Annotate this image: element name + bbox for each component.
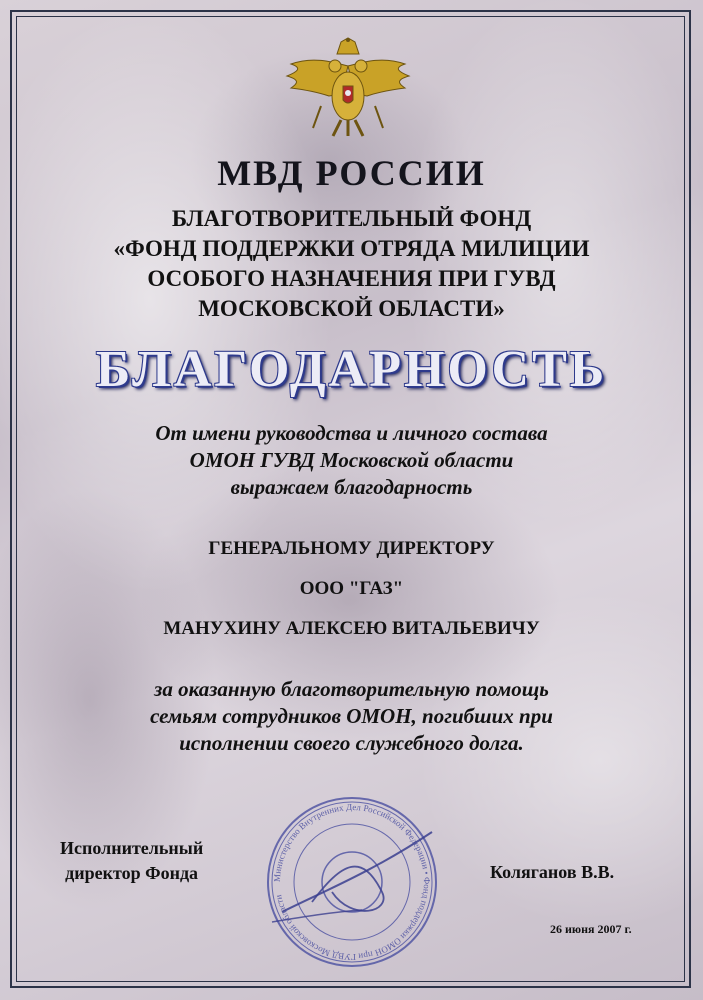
fund-name-block — [0, 204, 703, 324]
reason-line: семьям сотрудников ОМОН, погибших при — [150, 704, 553, 728]
recipient-company: ООО "ГАЗ" — [299, 578, 404, 599]
signatory-title-line: Исполнительный — [60, 838, 204, 858]
signatory-name: Коляганов В.В. — [490, 862, 615, 882]
intro-text — [0, 420, 703, 501]
stamp-text: Министерство Внутренних Дел Российской Федерации • Фонд поддержки ОМОН при ГУВД Московской области — [271, 801, 433, 963]
signatory-title — [60, 836, 203, 886]
intro-line: выражаем благодарность — [230, 475, 473, 499]
reason-line: за оказанную благотворительную помощь — [154, 677, 549, 701]
signatory-title-line: директор Фонда — [65, 863, 199, 883]
intro-line: ОМОН ГУВД Московской области — [189, 448, 514, 472]
fund-line: «ФОНД ПОДДЕРЖКИ ОТРЯДА МИЛИЦИИ — [113, 236, 590, 261]
reason-text — [0, 676, 703, 757]
intro-line: От имени руководства и личного состава — [155, 421, 548, 445]
recipient-block — [0, 537, 703, 657]
svg-text:Министерство Внутренних Дел Ро — [272, 802, 432, 962]
fund-line: МОСКОВСКОЙ ОБЛАСТИ» — [198, 296, 505, 321]
fund-line: БЛАГОТВОРИТЕЛЬНЫЙ ФОНД — [171, 206, 532, 231]
issue-date: 26 июня 2007 г. — [550, 922, 632, 936]
ministry-heading: МВД РОССИИ — [217, 153, 486, 193]
official-stamp — [262, 792, 442, 972]
reason-line: исполнении своего служебного долга. — [179, 731, 524, 755]
certificate-title: БЛАГОДАРНОСТЬ — [95, 341, 608, 398]
recipient-name: МАНУХИНУ АЛЕКСЕЮ ВИТАЛЬЕВИЧУ — [163, 618, 540, 639]
recipient-position: ГЕНЕРАЛЬНОМУ ДИРЕКТОРУ — [208, 538, 495, 559]
fund-line: ОСОБОГО НАЗНАЧЕНИЯ ПРИ ГУВД — [147, 266, 556, 291]
double-headed-eagle-emblem-icon — [283, 36, 413, 140]
